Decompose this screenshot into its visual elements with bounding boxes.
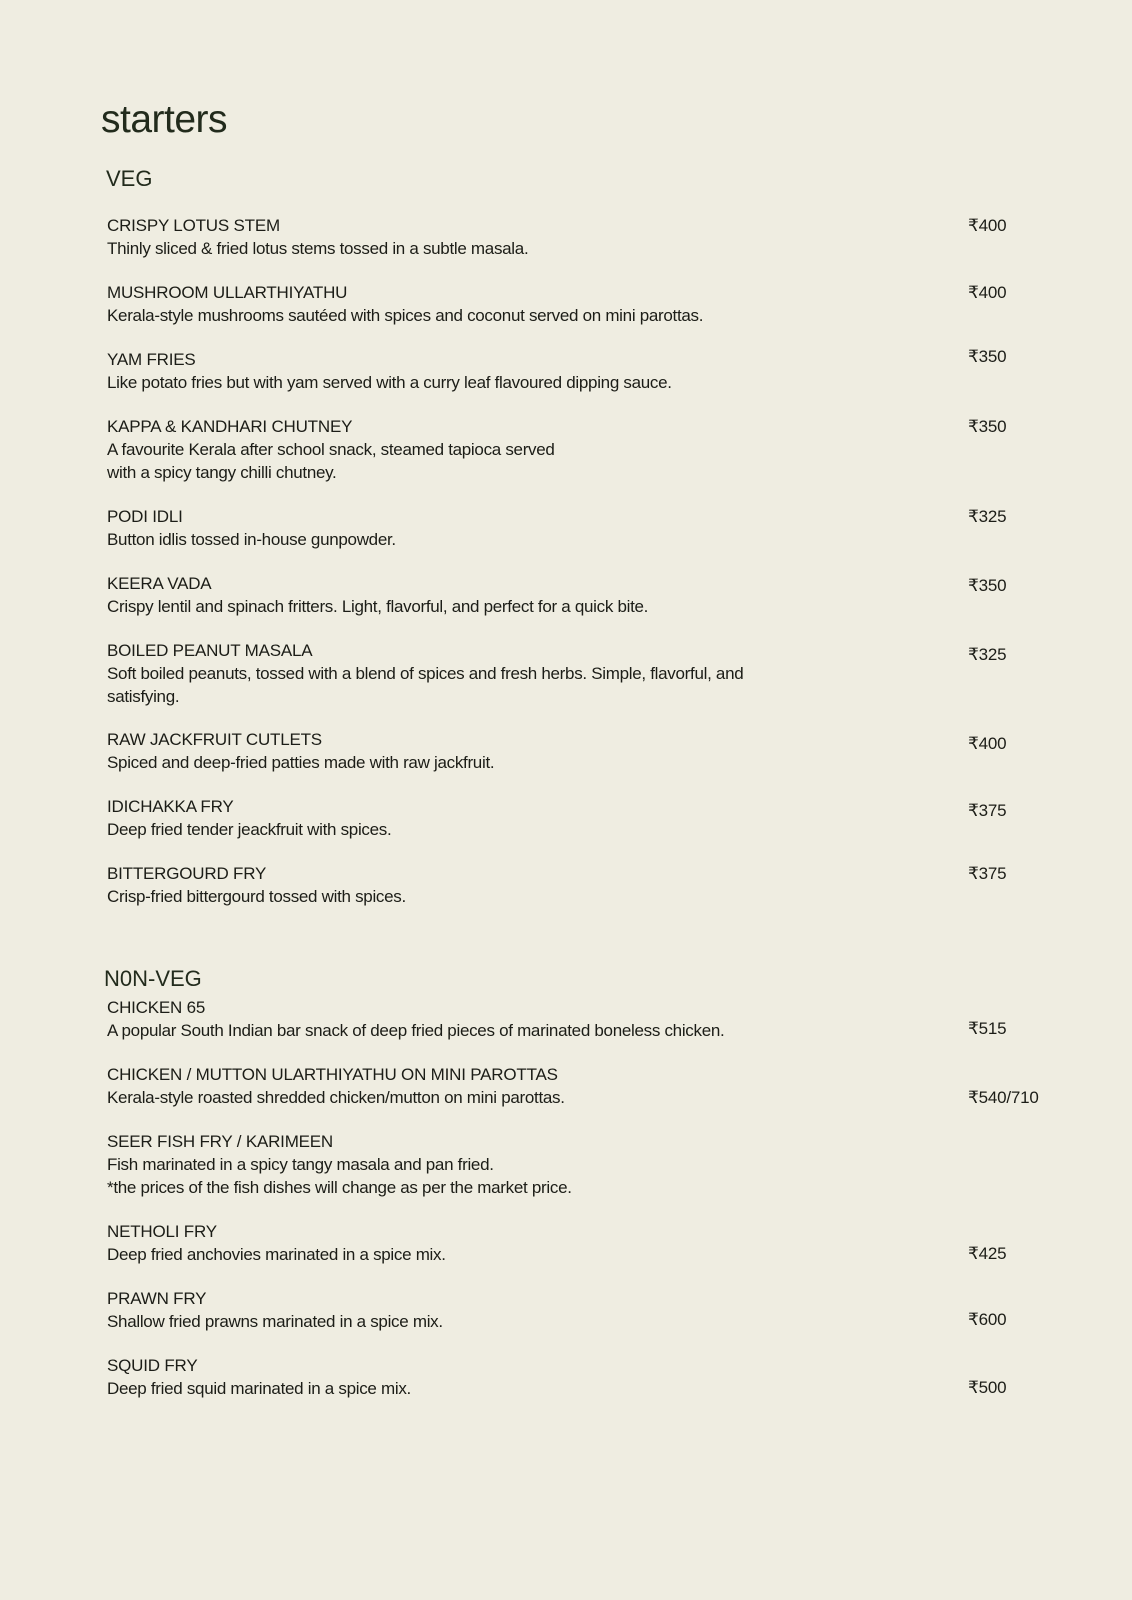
item-price: ₹600 (968, 1310, 1007, 1329)
item-price: ₹400 (968, 734, 1007, 753)
item-price: ₹425 (968, 1244, 1007, 1263)
menu-item (107, 862, 1107, 908)
item-description: Kerala-style roasted shredded chicken/mutton on mini parottas. (107, 1088, 565, 1107)
item-description: A favourite Kerala after school snack, steamed tapioca served (107, 440, 555, 459)
item-price: ₹400 (968, 216, 1007, 235)
item-price: ₹375 (968, 801, 1007, 820)
item-price: ₹375 (968, 864, 1007, 883)
item-name: KAPPA & KANDHARI CHUTNEY (107, 417, 353, 436)
menu-item (107, 505, 1107, 551)
item-price: ₹515 (968, 1019, 1007, 1038)
page-title: starters (101, 98, 228, 141)
item-description-note: *the prices of the fish dishes will change as per the market price. (107, 1178, 572, 1197)
menu-item (107, 348, 1107, 394)
item-name: BITTERGOURD FRY (107, 864, 267, 883)
item-name: NETHOLI FRY (107, 1222, 217, 1241)
item-name: CRISPY LOTUS STEM (107, 216, 280, 235)
item-description: Crispy lentil and spinach fritters. Light, flavorful, and perfect for a quick bite. (107, 597, 649, 616)
item-description: Kerala-style mushrooms sautéed with spices and coconut served on mini parottas. (107, 306, 704, 325)
item-description: Deep fried anchovies marinated in a spice mix. (107, 1245, 446, 1264)
menu-item (107, 1220, 1107, 1266)
item-name: MUSHROOM ULLARTHIYATHU (107, 283, 348, 302)
item-price: ₹400 (968, 283, 1007, 302)
item-description-line2: with a spicy tangy chilli chutney. (107, 463, 337, 482)
menu-item (107, 415, 1107, 484)
item-description: Fish marinated in a spicy tangy masala and pan fried. (107, 1155, 494, 1174)
menu-item (107, 996, 1107, 1042)
section-title-non-veg: N0N-VEG (104, 966, 202, 991)
item-price: ₹500 (968, 1378, 1007, 1397)
menu-item (107, 639, 1107, 708)
item-description: Crisp-fried bittergourd tossed with spices. (107, 887, 406, 906)
item-name: IDICHAKKA FRY (107, 797, 234, 816)
menu-item (107, 214, 1107, 260)
menu-item (107, 728, 1107, 774)
menu-item (107, 572, 1107, 618)
item-name: SEER FISH FRY / KARIMEEN (107, 1132, 334, 1151)
section-title-veg: VEG (106, 166, 153, 191)
item-description: Soft boiled peanuts, tossed with a blend of spices and fresh herbs. Simple, flavorful, and (107, 664, 744, 683)
item-description: A popular South Indian bar snack of deep fried pieces of marinated boneless chicken. (107, 1021, 725, 1040)
item-price: ₹325 (968, 645, 1007, 664)
menu-item (107, 795, 1107, 841)
menu-item (107, 1063, 1107, 1109)
item-description: Like potato fries but with yam served with a curry leaf flavoured dipping sauce. (107, 373, 672, 392)
item-price: ₹350 (968, 417, 1007, 436)
menu-item (107, 1287, 1107, 1333)
item-description: Button idlis tossed in-house gunpowder. (107, 530, 396, 549)
menu-item (107, 281, 1107, 327)
item-name: PRAWN FRY (107, 1289, 207, 1308)
item-name: RAW JACKFRUIT CUTLETS (107, 730, 322, 749)
item-description-line2: satisfying. (107, 687, 180, 706)
item-description: Shallow fried prawns marinated in a spice mix. (107, 1312, 443, 1331)
item-name: SQUID FRY (107, 1356, 198, 1375)
item-price: ₹350 (968, 347, 1007, 366)
item-name: KEERA VADA (107, 574, 212, 593)
item-price: ₹350 (968, 576, 1007, 595)
item-name: YAM FRIES (107, 350, 196, 369)
item-name: PODI IDLI (107, 507, 183, 526)
menu-item (107, 1354, 1107, 1400)
item-description: Deep fried squid marinated in a spice mix. (107, 1379, 411, 1398)
item-price: ₹540/710 (968, 1088, 1039, 1107)
item-price: ₹325 (968, 507, 1007, 526)
item-description: Deep fried tender jeackfruit with spices. (107, 820, 392, 839)
item-name: BOILED PEANUT MASALA (107, 641, 313, 660)
item-name: CHICKEN / MUTTON ULARTHIYATHU ON MINI PAROTTAS (107, 1065, 558, 1084)
item-description: Thinly sliced & fried lotus stems tossed in a subtle masala. (107, 239, 529, 258)
item-description: Spiced and deep-fried patties made with raw jackfruit. (107, 753, 495, 772)
menu-item (107, 1130, 1107, 1199)
item-name: CHICKEN 65 (107, 998, 206, 1017)
